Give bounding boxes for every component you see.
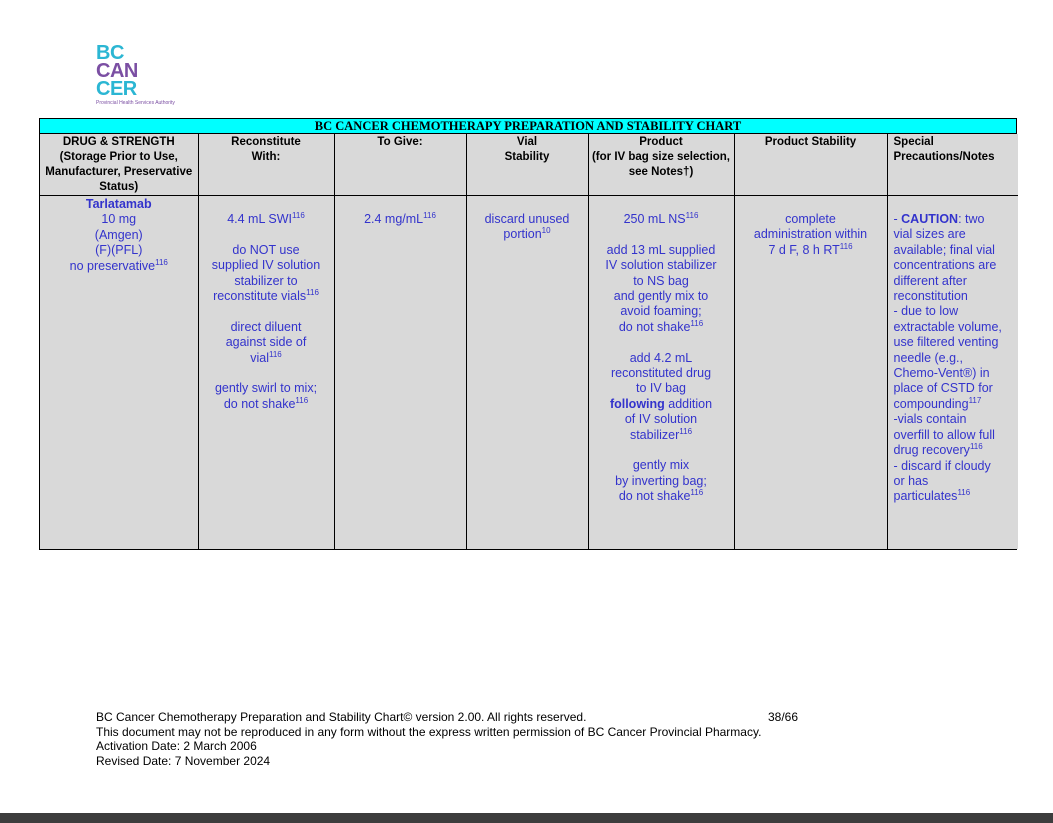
cell-vial-stability: discard unused portion$^{10}$ <box>466 196 588 550</box>
header-special-notes: Special Precautions/Notes <box>887 134 1018 196</box>
bc-cancer-logo <box>96 44 175 106</box>
page-number: 38/66 <box>768 710 799 724</box>
drug-name: Tarlatamab <box>85 197 152 211</box>
header-product-stability: Product Stability <box>734 134 887 196</box>
logo-can: CAN <box>96 60 138 82</box>
footer-permission: This document may not be reproduced in any form without the express written permission of BC Cancer Provincial Pharmacy. <box>96 724 762 739</box>
header-reconstitute: Reconstitute With: <box>198 134 334 196</box>
cell-product-stability: complete administration within 7 d F, 8 h RT$^{116}$ <box>734 196 887 550</box>
header-row <box>40 134 1018 196</box>
drug-row-tarlatamab <box>40 196 1018 550</box>
stability-chart <box>39 118 1017 550</box>
header-product: Product (for IV bag size selection, see Notes†) <box>588 134 734 196</box>
chart-title: BC CANCER CHEMOTHERAPY PREPARATION AND STABILITY CHART <box>40 119 1016 134</box>
logo-cer: CER <box>96 78 137 100</box>
footer-activation-date: Activation Date: 2 March 2006 <box>96 739 257 753</box>
header-vial-stability: Vial Stability <box>466 134 588 196</box>
header-drug: DRUG & STRENGTH (Storage Prior to Use, Manufacturer, Preservative Status) <box>40 134 198 196</box>
viewer-bottom-bar <box>0 813 1053 823</box>
footer-revised-date: Revised Date: 7 November 2024 <box>96 753 271 768</box>
logo-bc: BC <box>96 42 124 64</box>
header-to-give: To Give: <box>334 134 466 196</box>
logo-subtitle: Provincial Health Services Authority <box>96 100 175 106</box>
cell-special-notes: - CAUTION: two vial sizes are available; final vial concentrations are different after reconstitution - due to low extractable volume, use filtered venting needle (e.g., Chemo-Vent®) in place of CSTD for compounding$^{117}$ -vials contain overfill to allow full drug recovery$^{116}$ - discard if cloudy or has particulates$^{116}$ <box>887 196 1018 550</box>
cell-product: 250 mL NS$^{116}$ add 13 mL supplied IV solution stabilizer to NS bag and gently mix to avoid foaming; do not shake$^{116}$ add 4.2 mL reconstituted drug to IV bag following addition of IV solution stabilizer$^{116}$ gently mix by inverting bag; do not shake$^{116}$ <box>588 196 734 550</box>
chart-table <box>40 134 1018 549</box>
page-footer <box>96 710 799 768</box>
footer-copyright: BC Cancer Chemotherapy Preparation and Stability Chart© version 2.00. All rights reserved. <box>96 710 587 724</box>
cell-to-give: 2.4 $mg/mL^{116}$ <box>334 196 466 550</box>
cell-reconstitute: 4.4 mL SWI$^{116}$ do NOT use supplied IV solution stabilizer to reconstitute vials$^{116}$ direct diluent against side of vial$^{116}$ gently swirl to mix; do not shake$^{116}$ <box>198 196 334 550</box>
cell-drug: Tarlatamab 10 mg (Amgen) (F)(PFL) no preservative$^{116}$ <box>40 196 198 550</box>
